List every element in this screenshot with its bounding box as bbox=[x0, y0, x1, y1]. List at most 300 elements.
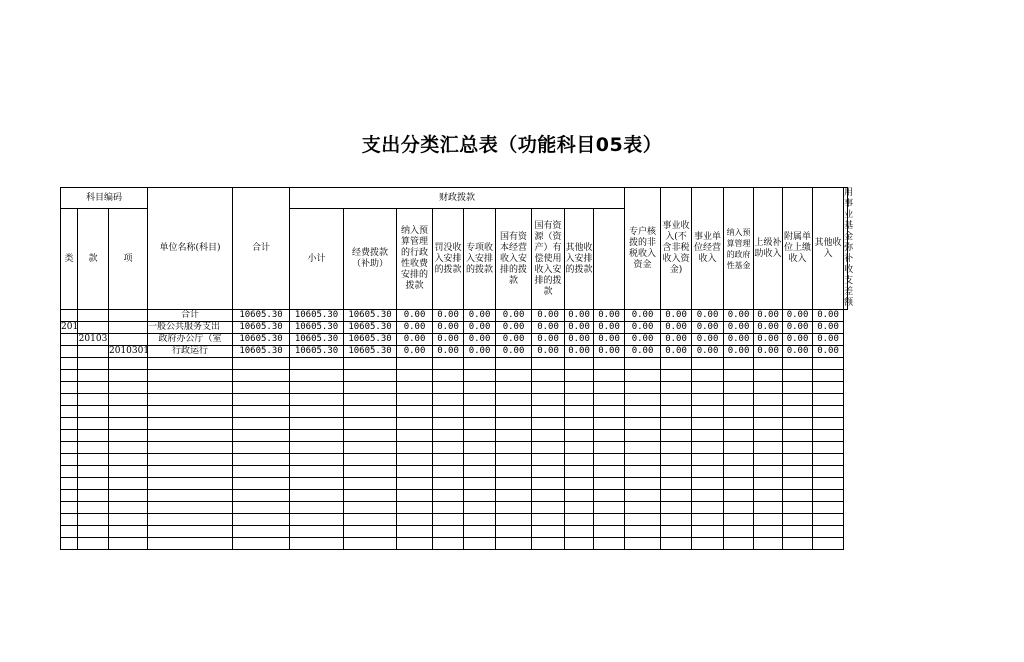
empty-row bbox=[61, 358, 848, 370]
unit-name-header: 单位名称(科目) bbox=[148, 188, 233, 310]
empty-cell bbox=[290, 466, 344, 478]
empty-cell bbox=[594, 490, 625, 502]
business-income-header: 事业收入(不含非税收入资金) bbox=[661, 188, 692, 310]
empty-cell bbox=[397, 502, 433, 514]
empty-row bbox=[61, 514, 848, 526]
other-income-cell: 0.00 bbox=[783, 322, 813, 334]
empty-cell bbox=[61, 490, 78, 502]
state-capital-header: 国有资本经营收入安排的拨款 bbox=[496, 209, 532, 310]
empty-cell bbox=[61, 394, 78, 406]
empty-cell bbox=[148, 418, 233, 430]
empty-cell bbox=[496, 466, 532, 478]
empty-cell bbox=[233, 442, 290, 454]
empty-cell bbox=[661, 478, 692, 490]
empty-cell bbox=[78, 394, 109, 406]
table-row bbox=[61, 346, 848, 358]
empty-cell bbox=[783, 502, 813, 514]
empty-cell bbox=[783, 406, 813, 418]
empty-cell bbox=[565, 454, 594, 466]
special-account-cell: 0.00 bbox=[594, 346, 625, 358]
empty-cell bbox=[661, 538, 692, 550]
empty-row bbox=[61, 406, 848, 418]
empty-cell bbox=[532, 478, 565, 490]
empty-cell bbox=[78, 514, 109, 526]
empty-cell bbox=[344, 538, 397, 550]
empty-cell bbox=[692, 358, 724, 370]
other-income-cell: 0.00 bbox=[783, 334, 813, 346]
empty-row bbox=[61, 526, 848, 538]
empty-cell bbox=[724, 514, 754, 526]
empty-cell bbox=[813, 394, 844, 406]
empty-cell bbox=[496, 418, 532, 430]
item-cell bbox=[109, 334, 148, 346]
empty-cell bbox=[692, 370, 724, 382]
empty-cell bbox=[496, 538, 532, 550]
fines-cell: 0.00 bbox=[433, 346, 464, 358]
superior-subsidy-cell: 0.00 bbox=[724, 346, 754, 358]
empty-cell bbox=[532, 442, 565, 454]
empty-cell bbox=[625, 502, 661, 514]
empty-cell bbox=[724, 442, 754, 454]
empty-cell bbox=[625, 394, 661, 406]
empty-cell bbox=[565, 406, 594, 418]
empty-cell bbox=[109, 430, 148, 442]
empty-cell bbox=[661, 454, 692, 466]
empty-cell bbox=[496, 430, 532, 442]
empty-cell bbox=[433, 370, 464, 382]
empty-cell bbox=[625, 454, 661, 466]
superior-subsidy-cell: 0.00 bbox=[724, 334, 754, 346]
total-cell: 10605.30 bbox=[233, 334, 290, 346]
empty-cell bbox=[290, 514, 344, 526]
total-cell: 10605.30 bbox=[233, 310, 290, 322]
funding-cell: 10605.30 bbox=[344, 346, 397, 358]
empty-cell bbox=[724, 382, 754, 394]
empty-cell bbox=[661, 490, 692, 502]
empty-cell bbox=[783, 358, 813, 370]
business-income-cell: 0.00 bbox=[625, 310, 661, 322]
empty-cell bbox=[290, 538, 344, 550]
empty-cell bbox=[813, 370, 844, 382]
empty-cell bbox=[148, 514, 233, 526]
state-resource-cell: 0.00 bbox=[532, 322, 565, 334]
fines-header: 罚没收入安排的拨款 bbox=[433, 209, 464, 310]
empty-cell bbox=[625, 382, 661, 394]
empty-cell bbox=[565, 358, 594, 370]
empty-cell bbox=[109, 478, 148, 490]
section-cell bbox=[78, 346, 109, 358]
empty-cell bbox=[148, 406, 233, 418]
state-resource-cell: 0.00 bbox=[532, 334, 565, 346]
empty-cell bbox=[565, 442, 594, 454]
empty-cell bbox=[78, 526, 109, 538]
empty-cell bbox=[532, 454, 565, 466]
empty-cell bbox=[594, 478, 625, 490]
empty-cell bbox=[233, 430, 290, 442]
empty-cell bbox=[692, 382, 724, 394]
fines-cell: 0.00 bbox=[433, 310, 464, 322]
empty-row bbox=[61, 430, 848, 442]
empty-cell bbox=[754, 490, 783, 502]
budget-fund-cell: 0.00 bbox=[397, 334, 433, 346]
empty-cell bbox=[78, 358, 109, 370]
empty-cell bbox=[148, 382, 233, 394]
category-cell: 201 bbox=[61, 322, 79, 332]
empty-cell bbox=[625, 406, 661, 418]
empty-cell bbox=[148, 490, 233, 502]
unit-name-cell: 政府办公厅（室 bbox=[148, 334, 233, 346]
affiliate-cell: 0.00 bbox=[754, 322, 783, 334]
empty-cell bbox=[565, 478, 594, 490]
empty-cell bbox=[661, 430, 692, 442]
category-cell bbox=[61, 346, 78, 358]
empty-cell bbox=[754, 442, 783, 454]
empty-cell bbox=[661, 466, 692, 478]
superior-subsidy-header: 上级补助收入 bbox=[754, 188, 783, 310]
empty-cell bbox=[594, 466, 625, 478]
empty-cell bbox=[464, 370, 496, 382]
empty-cell bbox=[397, 490, 433, 502]
empty-cell bbox=[783, 466, 813, 478]
empty-cell bbox=[625, 466, 661, 478]
empty-cell bbox=[594, 358, 625, 370]
funding-cell: 10605.30 bbox=[344, 322, 397, 334]
empty-cell bbox=[661, 382, 692, 394]
empty-cell bbox=[532, 382, 565, 394]
empty-cell bbox=[724, 526, 754, 538]
empty-cell bbox=[813, 514, 844, 526]
state-capital-cell: 0.00 bbox=[496, 322, 532, 334]
empty-cell bbox=[565, 382, 594, 394]
empty-cell bbox=[233, 502, 290, 514]
empty-cell bbox=[344, 526, 397, 538]
empty-row bbox=[61, 418, 848, 430]
operating-income-header: 事业单位经营收入 bbox=[692, 188, 724, 310]
expenditure-summary-table bbox=[60, 187, 854, 550]
empty-cell bbox=[594, 454, 625, 466]
empty-cell bbox=[109, 466, 148, 478]
empty-cell bbox=[565, 502, 594, 514]
empty-cell bbox=[433, 454, 464, 466]
unit-name-cell: 行政运行 bbox=[148, 346, 233, 358]
empty-cell bbox=[233, 490, 290, 502]
empty-cell bbox=[397, 394, 433, 406]
empty-cell bbox=[61, 466, 78, 478]
empty-cell bbox=[344, 394, 397, 406]
subtotal-cell: 10605.30 bbox=[290, 346, 344, 358]
subtotal-cell: 10605.30 bbox=[290, 322, 344, 334]
empty-cell bbox=[754, 382, 783, 394]
affiliate-cell: 0.00 bbox=[754, 346, 783, 358]
empty-cell bbox=[724, 454, 754, 466]
operating-income-cell: 0.00 bbox=[661, 346, 692, 358]
empty-cell bbox=[625, 370, 661, 382]
item-header: 项 bbox=[109, 209, 148, 310]
empty-cell bbox=[109, 406, 148, 418]
other-income-alloc-header: 其他收入安排的拨款 bbox=[565, 209, 594, 310]
empty-cell bbox=[344, 466, 397, 478]
empty-cell bbox=[233, 538, 290, 550]
empty-cell bbox=[625, 478, 661, 490]
empty-cell bbox=[565, 430, 594, 442]
empty-cell bbox=[290, 394, 344, 406]
special-account-cell: 0.00 bbox=[594, 322, 625, 334]
empty-cell bbox=[565, 526, 594, 538]
empty-cell bbox=[565, 394, 594, 406]
table-row bbox=[61, 334, 848, 346]
empty-cell bbox=[290, 526, 344, 538]
operating-income-cell: 0.00 bbox=[661, 322, 692, 334]
empty-cell bbox=[61, 454, 78, 466]
subtotal-cell: 10605.30 bbox=[290, 334, 344, 346]
empty-cell bbox=[464, 490, 496, 502]
empty-cell bbox=[783, 370, 813, 382]
empty-cell bbox=[594, 502, 625, 514]
empty-cell bbox=[692, 418, 724, 430]
empty-cell bbox=[532, 490, 565, 502]
empty-cell bbox=[464, 382, 496, 394]
empty-cell bbox=[783, 514, 813, 526]
empty-cell bbox=[532, 418, 565, 430]
empty-cell bbox=[565, 418, 594, 430]
empty-cell bbox=[625, 430, 661, 442]
special-income-cell: 0.00 bbox=[464, 346, 496, 358]
empty-cell bbox=[397, 406, 433, 418]
empty-cell bbox=[532, 514, 565, 526]
empty-cell bbox=[496, 442, 532, 454]
empty-cell bbox=[464, 406, 496, 418]
empty-cell bbox=[625, 526, 661, 538]
state-capital-cell: 0.00 bbox=[496, 334, 532, 346]
fines-cell: 0.00 bbox=[433, 334, 464, 346]
fiscal-alloc-header: 财政拨款 bbox=[290, 188, 625, 209]
empty-cell bbox=[565, 490, 594, 502]
unit-name-cell: 合计 bbox=[148, 310, 233, 322]
empty-cell bbox=[78, 478, 109, 490]
empty-cell bbox=[532, 430, 565, 442]
empty-cell bbox=[344, 490, 397, 502]
empty-cell bbox=[109, 358, 148, 370]
empty-cell bbox=[532, 526, 565, 538]
superior-subsidy-cell: 0.00 bbox=[724, 310, 754, 322]
empty-cell bbox=[433, 394, 464, 406]
empty-row bbox=[61, 370, 848, 382]
subtotal-header: 小计 bbox=[290, 209, 344, 310]
item-cell bbox=[109, 322, 148, 334]
empty-cell bbox=[783, 418, 813, 430]
empty-cell bbox=[433, 526, 464, 538]
item-cell bbox=[109, 310, 148, 322]
empty-cell bbox=[148, 370, 233, 382]
special-income-cell: 0.00 bbox=[464, 310, 496, 322]
balance-fund-cell: 0.00 bbox=[813, 322, 844, 334]
empty-cell bbox=[724, 478, 754, 490]
empty-cell bbox=[594, 442, 625, 454]
empty-cell bbox=[344, 358, 397, 370]
empty-cell bbox=[625, 358, 661, 370]
empty-cell bbox=[813, 466, 844, 478]
empty-cell bbox=[783, 430, 813, 442]
empty-cell bbox=[724, 394, 754, 406]
empty-cell bbox=[61, 370, 78, 382]
special-account-cell: 0.00 bbox=[594, 334, 625, 346]
empty-cell bbox=[109, 514, 148, 526]
empty-cell bbox=[754, 394, 783, 406]
empty-cell bbox=[397, 514, 433, 526]
empty-cell bbox=[783, 478, 813, 490]
empty-cell bbox=[61, 502, 78, 514]
empty-cell bbox=[625, 538, 661, 550]
empty-cell bbox=[148, 430, 233, 442]
empty-cell bbox=[754, 538, 783, 550]
empty-row bbox=[61, 478, 848, 490]
empty-cell bbox=[724, 358, 754, 370]
empty-cell bbox=[344, 430, 397, 442]
empty-cell bbox=[433, 406, 464, 418]
empty-cell bbox=[78, 406, 109, 418]
empty-cell bbox=[397, 454, 433, 466]
section-cell bbox=[78, 310, 109, 322]
empty-cell bbox=[109, 538, 148, 550]
empty-cell bbox=[724, 418, 754, 430]
subject-code-header: 科目编码 bbox=[61, 188, 148, 209]
funding-cell: 10605.30 bbox=[344, 310, 397, 322]
empty-cell bbox=[109, 490, 148, 502]
empty-cell bbox=[233, 382, 290, 394]
empty-cell bbox=[692, 502, 724, 514]
empty-cell bbox=[78, 454, 109, 466]
empty-cell bbox=[532, 370, 565, 382]
empty-cell bbox=[290, 442, 344, 454]
empty-cell bbox=[813, 382, 844, 394]
empty-cell bbox=[78, 538, 109, 550]
empty-row bbox=[61, 442, 848, 454]
fines-cell: 0.00 bbox=[433, 322, 464, 334]
empty-cell bbox=[290, 430, 344, 442]
empty-cell bbox=[290, 358, 344, 370]
empty-cell bbox=[148, 358, 233, 370]
empty-cell bbox=[290, 382, 344, 394]
empty-cell bbox=[233, 478, 290, 490]
empty-cell bbox=[397, 358, 433, 370]
empty-cell bbox=[148, 394, 233, 406]
empty-cell bbox=[290, 490, 344, 502]
empty-cell bbox=[397, 538, 433, 550]
unit-name-cell: 一般公共服务支出 bbox=[148, 322, 233, 334]
empty-cell bbox=[783, 526, 813, 538]
empty-cell bbox=[496, 406, 532, 418]
empty-cell bbox=[813, 430, 844, 442]
empty-cell bbox=[148, 442, 233, 454]
empty-cell bbox=[813, 418, 844, 430]
total-cell: 10605.30 bbox=[233, 322, 290, 334]
empty-cell bbox=[724, 502, 754, 514]
gov-fund-cell: 0.00 bbox=[692, 310, 724, 322]
empty-cell bbox=[344, 382, 397, 394]
empty-row bbox=[61, 502, 848, 514]
empty-cell bbox=[496, 454, 532, 466]
empty-cell bbox=[61, 418, 78, 430]
empty-cell bbox=[61, 430, 78, 442]
empty-cell bbox=[594, 514, 625, 526]
category-cell bbox=[61, 310, 78, 322]
business-income-cell: 0.00 bbox=[625, 346, 661, 358]
page-title: 支出分类汇总表（功能科目05表） bbox=[361, 134, 663, 156]
empty-cell bbox=[61, 358, 78, 370]
empty-cell bbox=[565, 466, 594, 478]
empty-cell bbox=[532, 538, 565, 550]
empty-cell bbox=[692, 454, 724, 466]
state-resource-header: 国有资源（资产）有偿使用收入安排的拨款 bbox=[532, 209, 565, 310]
empty-cell bbox=[565, 538, 594, 550]
empty-cell bbox=[78, 382, 109, 394]
table-row bbox=[61, 322, 848, 334]
empty-cell bbox=[464, 538, 496, 550]
empty-cell bbox=[233, 370, 290, 382]
empty-cell bbox=[148, 466, 233, 478]
empty-cell bbox=[754, 358, 783, 370]
empty-cell bbox=[754, 478, 783, 490]
empty-cell bbox=[594, 430, 625, 442]
empty-cell bbox=[233, 514, 290, 526]
empty-cell bbox=[661, 502, 692, 514]
empty-cell bbox=[692, 526, 724, 538]
gov-fund-cell: 0.00 bbox=[692, 346, 724, 358]
budget-fund-cell: 0.00 bbox=[397, 346, 433, 358]
empty-cell bbox=[61, 514, 78, 526]
other-income-alloc-cell: 0.00 bbox=[565, 346, 594, 358]
empty-cell bbox=[754, 466, 783, 478]
empty-cell bbox=[783, 394, 813, 406]
empty-cell bbox=[783, 454, 813, 466]
empty-cell bbox=[532, 394, 565, 406]
empty-cell bbox=[813, 406, 844, 418]
empty-cell bbox=[78, 466, 109, 478]
empty-cell bbox=[754, 526, 783, 538]
empty-cell bbox=[813, 442, 844, 454]
empty-cell bbox=[148, 478, 233, 490]
balance-fund-cell: 0.00 bbox=[813, 346, 844, 358]
operating-income-cell: 0.00 bbox=[661, 310, 692, 322]
balance-fund-cell: 0.00 bbox=[813, 310, 844, 322]
empty-cell bbox=[148, 454, 233, 466]
empty-cell bbox=[109, 526, 148, 538]
empty-cell bbox=[692, 478, 724, 490]
empty-cell bbox=[109, 442, 148, 454]
empty-cell bbox=[109, 370, 148, 382]
empty-cell bbox=[433, 382, 464, 394]
empty-cell bbox=[724, 406, 754, 418]
empty-cell bbox=[464, 430, 496, 442]
empty-cell bbox=[813, 538, 844, 550]
empty-cell bbox=[233, 454, 290, 466]
empty-cell bbox=[754, 502, 783, 514]
state-capital-cell: 0.00 bbox=[496, 346, 532, 358]
empty-cell bbox=[594, 394, 625, 406]
empty-cell bbox=[464, 442, 496, 454]
section-cell bbox=[78, 322, 109, 334]
empty-cell bbox=[661, 526, 692, 538]
empty-row bbox=[61, 490, 848, 502]
operating-income-cell: 0.00 bbox=[661, 334, 692, 346]
empty-cell bbox=[661, 358, 692, 370]
empty-cell bbox=[813, 478, 844, 490]
empty-cell bbox=[433, 490, 464, 502]
empty-cell bbox=[754, 454, 783, 466]
empty-cell bbox=[464, 526, 496, 538]
empty-cell bbox=[496, 358, 532, 370]
empty-cell bbox=[61, 382, 78, 394]
